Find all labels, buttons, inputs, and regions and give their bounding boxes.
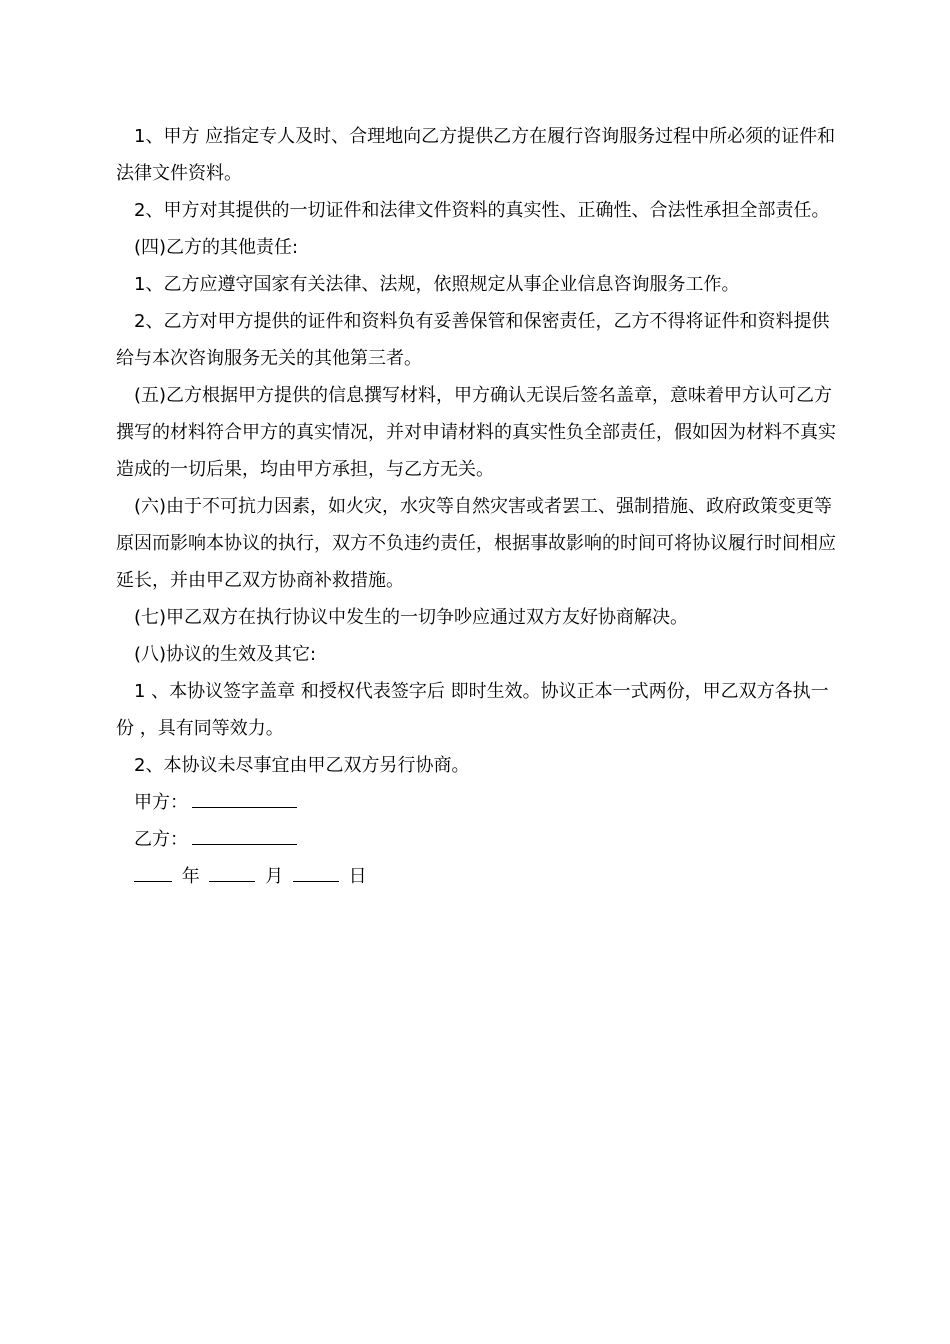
section-5-paragraph: (五)乙方根据甲方提供的信息撰写材料，甲方确认无误后签名盖章，意味着甲方认可乙方撰写的材料符合甲方的真实情况，并对申请材料的真实性负全部责任，假如因为材料不真实造成的一切后果，均由甲方承担，与乙方无关。	[116, 385, 836, 480]
day-label: 日	[348, 866, 367, 887]
clause-2-other-matters: 2、本协议未尽事宜由甲乙双方另行协商。	[134, 755, 470, 776]
party-b-blank[interactable]	[192, 822, 297, 845]
clause-2-party-b-confidentiality: 2、乙方对甲方提供的证件和资料负有妥善保管和保密责任，乙方不得将证件和资料提供给与本次咨询服务无关的其他第三者。	[116, 311, 830, 369]
party-b-label: 乙方：	[134, 829, 188, 850]
section-4-heading: (四)乙方的其他责任:	[134, 237, 299, 258]
month-blank[interactable]	[209, 859, 255, 882]
clause-2-party-a-responsibility: 2、甲方对其提供的一切证件和法律文件资料的真实性、正确性、合法性承担全部责任。	[134, 200, 830, 221]
party-b-signature-line	[116, 821, 836, 858]
section-6-force-majeure: (六)由于不可抗力因素，如火灾，水灾等自然灾害或者罢工、强制措施、政府政策变更等原因而影响本协议的执行，双方不负违约责任，根据事故影响的时间可将协议履行时间相应延长，并由甲乙双方协商补救措施。	[116, 496, 836, 591]
month-label: 月	[265, 866, 284, 887]
date-line	[116, 858, 836, 895]
party-a-signature-line	[116, 784, 836, 821]
year-blank[interactable]	[134, 859, 172, 882]
clause-1-party-b-comply-law: 1、乙方应遵守国家有关法律、法规，依照规定从事企业信息咨询服务工作。	[134, 274, 740, 295]
section-7-dispute: (七)甲乙双方在执行协议中发生的一切争吵应通过双方友好协商解决。	[134, 607, 689, 628]
party-a-blank[interactable]	[192, 785, 297, 808]
year-label: 年	[181, 866, 200, 887]
clause-1-party-a-provide-docs: 1、甲方 应指定专人及时、合理地向乙方提供乙方在履行咨询服务过程中所必须的证件和法律文件资料。	[116, 126, 836, 184]
section-8-heading: (八)协议的生效及其它:	[134, 644, 317, 665]
day-blank[interactable]	[293, 859, 339, 882]
clause-1-effectiveness: 1 、本协议签字盖章 和授权代表签字后 即时生效。协议正本一式两份，甲乙双方各执一份 ，具有同等效力。	[116, 681, 829, 739]
party-a-label: 甲方：	[134, 792, 188, 813]
document-page	[116, 118, 836, 895]
